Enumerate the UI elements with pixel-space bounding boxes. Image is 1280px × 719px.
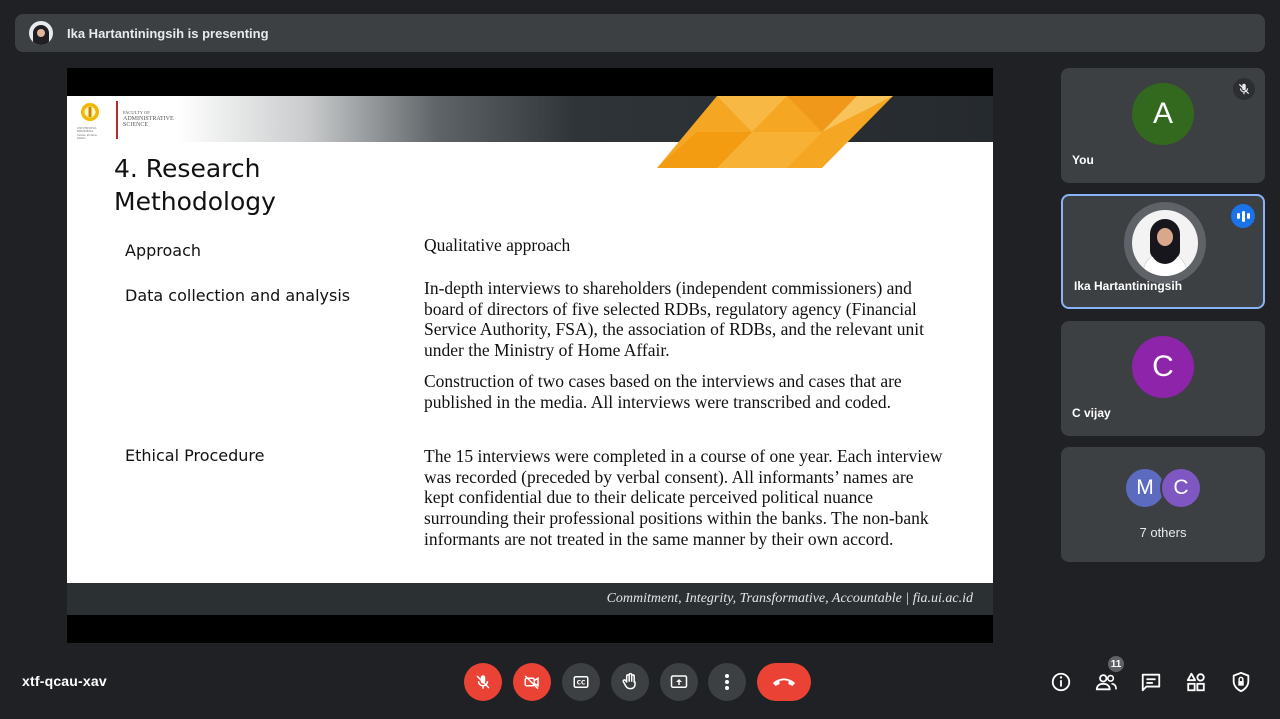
yellow-geometric-decoration [657,96,897,168]
raise-hand-button[interactable] [611,663,649,701]
university-seal-icon [79,102,101,126]
meeting-details-button[interactable] [1047,668,1075,696]
participant-count-badge: 11 [1107,655,1125,673]
participant-name: You [1072,153,1094,167]
presenting-label: Ika Hartantiningsih is presenting [67,25,269,41]
mic-toggle-button[interactable] [464,663,502,701]
participant-tile-ika[interactable] [1061,194,1265,309]
presenting-bar [15,14,1265,52]
info-icon [1050,671,1072,693]
row-label-approach: Approach [125,241,202,260]
meeting-code: xtf-qcau-xav [22,673,107,689]
present-now-button[interactable] [660,663,698,701]
faculty-name: FACULTY OF ADMINISTRATIVE SCIENCE [123,110,174,129]
university-caption: UNIVERSITAS INDONESIA Veritas, Probitas, Iustitia [77,126,98,140]
people-icon [1094,671,1118,693]
more-options-button[interactable] [708,663,746,701]
row-text-case-construction: Construction of two cases based on the interviews and cases that are published in the media. All interviews were transcribed and coded. [424,371,902,412]
camera-off-icon [522,673,542,691]
others-count-label: 7 others [1139,525,1187,540]
host-controls-icon [1230,671,1252,693]
row-text-approach: Qualitative approach [424,235,571,255]
presentation-slide [67,96,993,615]
more-options-icon [724,673,730,691]
chat-button[interactable] [1137,668,1165,696]
avatar: C [1160,467,1202,509]
captions-icon [571,673,591,691]
hang-up-icon [771,675,797,689]
presentation-stage[interactable] [67,68,993,643]
row-text-data-collection: In-depth interviews to shareholders (independent commissioners) and board of directors of five selected RDBs, regulatory agency (Financial Service Authority, FSA), the association of RDBs, and the relevant unit under the Ministry of Home Affair. [424,278,924,361]
participant-tile-c-vijay[interactable] [1061,321,1265,436]
avatar [1124,202,1206,284]
present-screen-icon [668,673,690,691]
activities-icon [1185,671,1207,693]
svg-text:CC: CC [576,679,586,687]
row-label-data-collection: Data collection and analysis [125,286,351,305]
speaking-indicator-icon [1231,204,1255,228]
logo-divider [116,101,118,139]
presenter-avatar [29,21,53,45]
mic-off-icon [1233,78,1255,100]
row-label-ethical-procedure: Ethical Procedure [125,446,265,465]
participant-tile-you[interactable] [1061,68,1265,183]
participant-name: C vijay [1072,406,1111,420]
chat-icon [1140,671,1162,693]
activities-button[interactable] [1182,668,1210,696]
participant-tile-others[interactable] [1061,447,1265,562]
avatar: C [1132,336,1194,398]
mic-off-icon [474,673,492,691]
slide-footer-band [67,583,993,615]
participant-name: Ika Hartantiningsih [1074,279,1183,293]
avatar: M [1124,467,1166,509]
host-controls-button[interactable] [1227,668,1255,696]
captions-button[interactable] [562,663,600,701]
raise-hand-icon [620,672,640,692]
camera-toggle-button[interactable] [513,663,551,701]
row-text-ethical-procedure: The 15 interviews were completed in a course of one year. Each interview was recorded (preceded by verbal consent). All informants’ names are kept confidential due to their delicate perceived political nuance surrounding their professional positions within the banks. The non-bank informants are not treated in the same manner by their own accord. [424,446,943,549]
slide-title: 4. Research Methodology [114,154,276,216]
avatar: A [1132,83,1194,145]
leave-call-button[interactable] [757,663,811,701]
slide-footer-text: Commitment, Integrity, Transformative, Accountable | fia.ui.ac.id [606,591,973,606]
